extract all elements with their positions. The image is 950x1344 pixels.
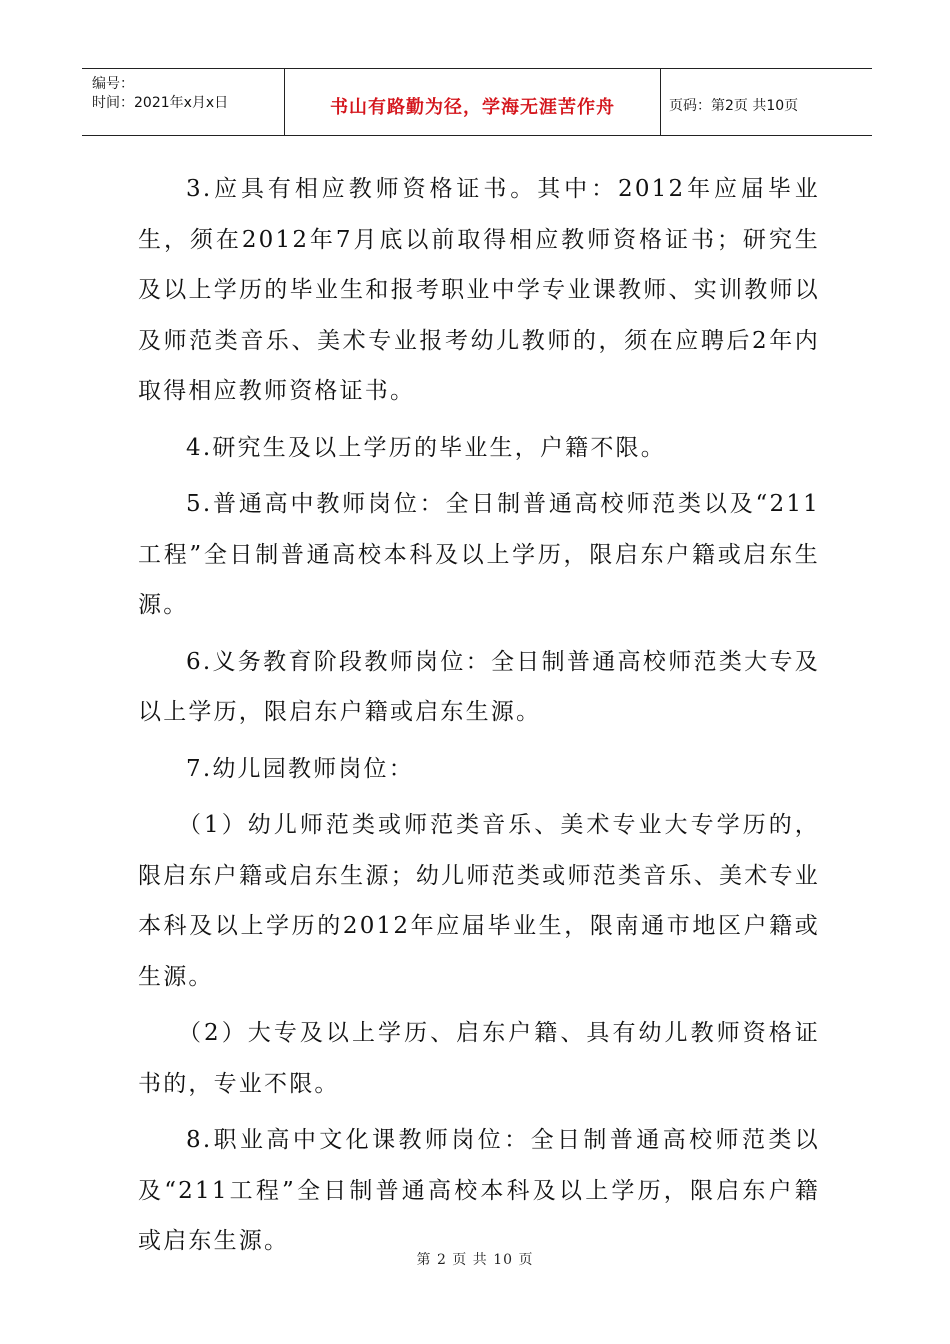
document-body <box>138 164 820 1273</box>
paragraph-item-6: 6.义务教育阶段教师岗位：全日制普通高校师范类大专及以上学历，限启东户籍或启东生源。 <box>138 648 820 725</box>
paragraph-subitem-2: （2）大专及以上学历、启东户籍、具有幼儿教师资格证书的，专业不限。 <box>138 1020 820 1097</box>
time-label: 时间：2021年x月x日 <box>92 95 229 111</box>
paragraph-item-4: 4.研究生及以上学历的毕业生，户籍不限。 <box>186 434 666 461</box>
paragraph-item-8: 8.职业高中文化课教师岗位：全日制普通高校师范类以及“211工程”全日制普通高校本科及以上学历，限启东户籍或启东生源。 <box>138 1127 820 1254</box>
slogan: 书山有路勤为径，学海无涯苦作舟 <box>330 97 615 118</box>
header-slogan-cell <box>285 69 661 135</box>
header-meta-cell <box>82 69 285 135</box>
paragraph-item-5: 5.普通高中教师岗位：全日制普通高校师范类以及“211工程”全日制普通高校本科及以上学历，限启东户籍或启东生源。 <box>138 491 820 618</box>
header-page-cell <box>661 69 872 135</box>
paragraph-subitem-1: （1）幼儿师范类或师范类音乐、美术专业大专学历的，限启东户籍或启东生源；幼儿师范类或师范类音乐、美术专业本科及以上学历的2012年应届毕业生，限南通市地区户籍或生源。 <box>138 812 820 990</box>
paragraph-item-7: 7.幼儿园教师岗位： <box>186 755 414 782</box>
page-footer: 第 2 页 共 10 页 <box>416 1252 534 1268</box>
page-header <box>82 68 872 136</box>
page-code: 页码：第2页 共10页 <box>669 98 799 114</box>
paragraph-item-3: 3.应具有相应教师资格证书。其中：2012年应届毕业生，须在2012年7月底以前取得相应教师资格证书；研究生及以上学历的毕业生和报考职业中学专业课教师、实训教师以及师范类音乐、美术专业报考幼儿教师的，须在应聘后2年内取得相应教师资格证书。 <box>138 176 820 404</box>
number-label: 编号： <box>92 76 134 92</box>
